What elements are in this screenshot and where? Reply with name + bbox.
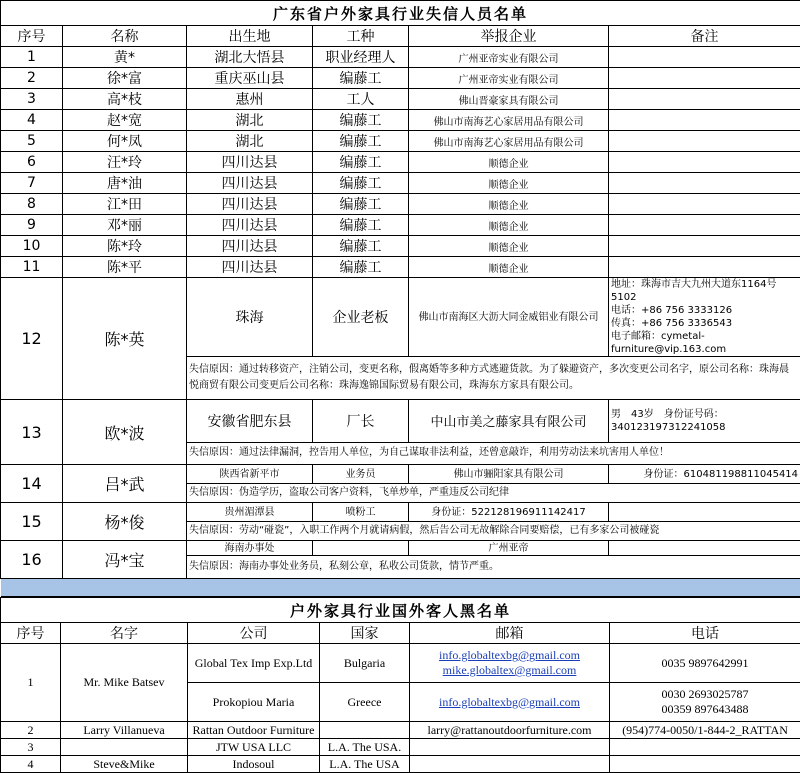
cell-company: 顺德企业 — [409, 215, 609, 236]
table-row — [1, 257, 800, 278]
header-company: 公司 — [188, 623, 320, 644]
row15-note: 失信原因：劳动“碰瓷”，入职工作两个月就请病假，然后告公司无故解除合同要赔偿，已有多家公司被碰瓷 — [187, 522, 800, 541]
header-no: 序号 — [1, 26, 63, 47]
cell-email — [410, 739, 610, 756]
table-row — [1, 722, 800, 739]
cell-company: Indosoul — [188, 756, 320, 773]
cell-name: Steve&Mike — [61, 756, 188, 773]
cell-job: 编藤工 — [313, 236, 409, 257]
cell-place: 湖北 — [187, 131, 313, 152]
row16-no: 16 — [1, 541, 63, 579]
header-name: 名字 — [61, 623, 188, 644]
row13-company: 中山市美之藤家具有限公司 — [409, 400, 609, 443]
header-company: 举报企业 — [409, 26, 609, 47]
row1-no: 1 — [1, 644, 61, 722]
table-row — [1, 152, 800, 173]
cell-name: 唐*油 — [63, 173, 187, 194]
row16-note: 失信原因：海南办事处业务员，私刻公章，私收公司货款，情节严重。 — [187, 556, 800, 579]
row1-company-a: Global Tex Imp Exp.Ltd — [188, 644, 320, 683]
cell-place: 四川达县 — [187, 194, 313, 215]
row15-name: 杨*俊 — [63, 503, 187, 541]
cell-no: 4 — [1, 110, 63, 131]
cell-name: 汪*玲 — [63, 152, 187, 173]
header-no: 序号 — [1, 623, 61, 644]
cell-place: 湖北 — [187, 110, 313, 131]
row14-company: 佛山市骊阳家具有限公司 — [409, 465, 609, 484]
cell-remark — [609, 173, 800, 194]
cell-company: 佛山市南海艺心家居用品有限公司 — [409, 131, 609, 152]
row14-no: 14 — [1, 465, 63, 503]
cell-name: Larry Villanueva — [61, 722, 188, 739]
row1-company-b: Prokopiou Maria — [188, 683, 320, 722]
cell-phone — [610, 739, 800, 756]
cell-no: 9 — [1, 215, 63, 236]
cell-job: 编藤工 — [313, 173, 409, 194]
table-row — [1, 739, 800, 756]
cell-place: 四川达县 — [187, 152, 313, 173]
cell-job: 编藤工 — [313, 152, 409, 173]
remark-line: 340123197312241058 — [611, 421, 798, 434]
cell-no: 8 — [1, 194, 63, 215]
cell-job: 编藤工 — [313, 110, 409, 131]
cell-place: 四川达县 — [187, 257, 313, 278]
cell-company: 广州亚帝实业有限公司 — [409, 68, 609, 89]
cell-no: 7 — [1, 173, 63, 194]
email-link[interactable]: info.globaltexbg@gmail.com — [439, 695, 580, 709]
cell-company: 广州亚帝实业有限公司 — [409, 47, 609, 68]
row12-name: 陈*英 — [63, 278, 187, 400]
header-job: 工种 — [313, 26, 409, 47]
remark-line: 地址：珠海市吉大九州大道东1164号5102 — [611, 278, 798, 304]
header-name: 名称 — [63, 26, 187, 47]
cell-no: 5 — [1, 131, 63, 152]
row12-place: 珠海 — [187, 278, 313, 357]
row16-job — [313, 541, 409, 556]
cell-remark — [609, 131, 800, 152]
row1-email-b — [410, 683, 610, 722]
cell-no: 1 — [1, 47, 63, 68]
cell-name — [61, 739, 188, 756]
table-row — [1, 215, 800, 236]
row16-name: 冯*宝 — [63, 541, 187, 579]
cell-country — [320, 722, 410, 739]
row1-emails-a — [410, 644, 610, 683]
cell-remark — [609, 110, 800, 131]
row15-remark — [609, 503, 800, 522]
cell-email: larry@rattanoutdoorfurniture.com — [410, 722, 610, 739]
row12-company: 佛山市南海区大沥大同金威铝业有限公司 — [409, 278, 609, 357]
section-separator — [1, 579, 800, 597]
cell-place: 湖北大悟县 — [187, 47, 313, 68]
row1-phones-b — [610, 683, 800, 722]
cell-place: 重庆巫山县 — [187, 68, 313, 89]
row16-company: 广州亚帝 — [409, 541, 609, 556]
cell-remark — [609, 194, 800, 215]
phone-line: 00359 897643488 — [612, 702, 798, 717]
cell-remark — [609, 152, 800, 173]
row12-job: 企业老板 — [313, 278, 409, 357]
header-email: 邮箱 — [410, 623, 610, 644]
cell-name: 陈*平 — [63, 257, 187, 278]
cell-job: 编藤工 — [313, 131, 409, 152]
cell-no: 2 — [1, 68, 63, 89]
cell-company: 顺德企业 — [409, 152, 609, 173]
row13-job: 厂长 — [313, 400, 409, 443]
cell-place: 四川达县 — [187, 215, 313, 236]
cell-name: 江*田 — [63, 194, 187, 215]
cell-name: 徐*富 — [63, 68, 187, 89]
cell-phone — [610, 756, 800, 773]
row1-name: Mr. Mike Batsev — [61, 644, 188, 722]
cell-no: 2 — [1, 722, 61, 739]
table-row — [1, 110, 800, 131]
row14-note: 失信原因：伪造学历，盗取公司客户资料，飞单炒单，严重违反公司纪律 — [187, 484, 800, 503]
cell-remark — [609, 236, 800, 257]
cell-place: 惠州 — [187, 89, 313, 110]
cell-remark — [609, 89, 800, 110]
cell-name: 高*枝 — [63, 89, 187, 110]
cell-no: 10 — [1, 236, 63, 257]
remark-line: 电话：+86 756 3333126 — [611, 304, 798, 317]
cell-no: 3 — [1, 739, 61, 756]
cell-no: 6 — [1, 152, 63, 173]
cell-company: 顺德企业 — [409, 257, 609, 278]
header-remark: 备注 — [609, 26, 800, 47]
email-link[interactable]: mike.globaltex@gmail.com — [443, 663, 577, 677]
cell-remark — [609, 215, 800, 236]
row14-remark: 身份证：610481198811045414 — [609, 465, 800, 484]
remark-line: 电子邮箱：cymetal- — [611, 330, 798, 343]
row16-place: 海南办事处 — [187, 541, 313, 556]
row1-country-b: Greece — [320, 683, 410, 722]
table1-title: 广东省户外家具行业失信人员名单 — [1, 1, 800, 26]
table-row — [1, 89, 800, 110]
row12-note: 失信原因：通过转移资产，注销公司，变更名称，假离婚等多种方式逃避货款。为了躲避资产，多次变更公司名字，原公司名称：珠海晨悦商贸有限公司变更后公司名称：珠海逸锦国际贸易有限公司，珠海东方家具有限公司。 — [187, 357, 800, 400]
foreign-blacklist-table — [0, 597, 800, 773]
row15-place: 贵州湄潭县 — [187, 503, 313, 522]
remark-line: furniture@vip.163.com — [611, 343, 798, 356]
header-phone: 电话 — [610, 623, 800, 644]
cell-company: 顺德企业 — [409, 194, 609, 215]
phone-line: 0030 2693025787 — [612, 687, 798, 702]
row1-country-a: Bulgaria — [320, 644, 410, 683]
table2-title: 户外家具行业国外客人黑名单 — [1, 598, 800, 623]
row13-no: 13 — [1, 400, 63, 465]
cell-job: 编藤工 — [313, 194, 409, 215]
cell-remark — [609, 257, 800, 278]
header-country: 国家 — [320, 623, 410, 644]
cell-job: 编藤工 — [313, 68, 409, 89]
row13-remark — [609, 400, 800, 443]
cell-company: 顺德企业 — [409, 173, 609, 194]
cell-country: L.A. The USA — [320, 756, 410, 773]
table-row — [1, 756, 800, 773]
table1-header — [1, 26, 800, 47]
row15-job: 喷粉工 — [313, 503, 409, 522]
cell-company: JTW USA LLC — [188, 739, 320, 756]
row13-name: 欧*波 — [63, 400, 187, 465]
row15-no: 15 — [1, 503, 63, 541]
row13-place: 安徽省肥东县 — [187, 400, 313, 443]
remark-line: 传真：+86 756 3336543 — [611, 317, 798, 330]
cell-place: 四川达县 — [187, 173, 313, 194]
row14-job: 业务员 — [313, 465, 409, 484]
row1-phone-a: 0035 9897642991 — [610, 644, 800, 683]
cell-job: 编藤工 — [313, 257, 409, 278]
cell-company: 佛山晋豪家具有限公司 — [409, 89, 609, 110]
cell-job: 职业经理人 — [313, 47, 409, 68]
cell-job: 编藤工 — [313, 215, 409, 236]
row13-note: 失信原因：通过法律漏洞，控告用人单位，为自己谋取非法利益，还曾意敲诈，利用劳动法来坑害用人单位！ — [187, 442, 800, 464]
cell-name: 陈*玲 — [63, 236, 187, 257]
table-row — [1, 173, 800, 194]
row14-name: 吕*武 — [63, 465, 187, 503]
cell-name: 邓*丽 — [63, 215, 187, 236]
cell-place: 四川达县 — [187, 236, 313, 257]
row15-company: 身份证：522128196911142417 — [409, 503, 609, 522]
cell-no: 11 — [1, 257, 63, 278]
cell-country: L.A. The USA. — [320, 739, 410, 756]
cell-email — [410, 756, 610, 773]
row12-remark — [609, 278, 800, 357]
cell-no: 4 — [1, 756, 61, 773]
table-row — [1, 47, 800, 68]
email-link[interactable]: info.globaltexbg@gmail.com — [439, 648, 580, 662]
row14-place: 陕西省新平市 — [187, 465, 313, 484]
table-row — [1, 68, 800, 89]
cell-remark — [609, 68, 800, 89]
cell-name: 赵*宽 — [63, 110, 187, 131]
header-place: 出生地 — [187, 26, 313, 47]
cell-remark — [609, 47, 800, 68]
row12-no: 12 — [1, 278, 63, 400]
table-row — [1, 194, 800, 215]
cell-job: 工人 — [313, 89, 409, 110]
row16-remark — [609, 541, 800, 556]
table-row — [1, 131, 800, 152]
cell-company: 顺德企业 — [409, 236, 609, 257]
cell-name: 黄* — [63, 47, 187, 68]
cell-company: Rattan Outdoor Furniture — [188, 722, 320, 739]
table2-header — [1, 623, 800, 644]
cell-phone: (954)774-0050/1-844-2_RATTAN — [610, 722, 800, 739]
cell-company: 佛山市南海艺心家居用品有限公司 — [409, 110, 609, 131]
table-row — [1, 236, 800, 257]
remark-line: 男 43岁 身份证号码： — [611, 408, 798, 421]
cell-name: 何*凤 — [63, 131, 187, 152]
cell-no: 3 — [1, 89, 63, 110]
